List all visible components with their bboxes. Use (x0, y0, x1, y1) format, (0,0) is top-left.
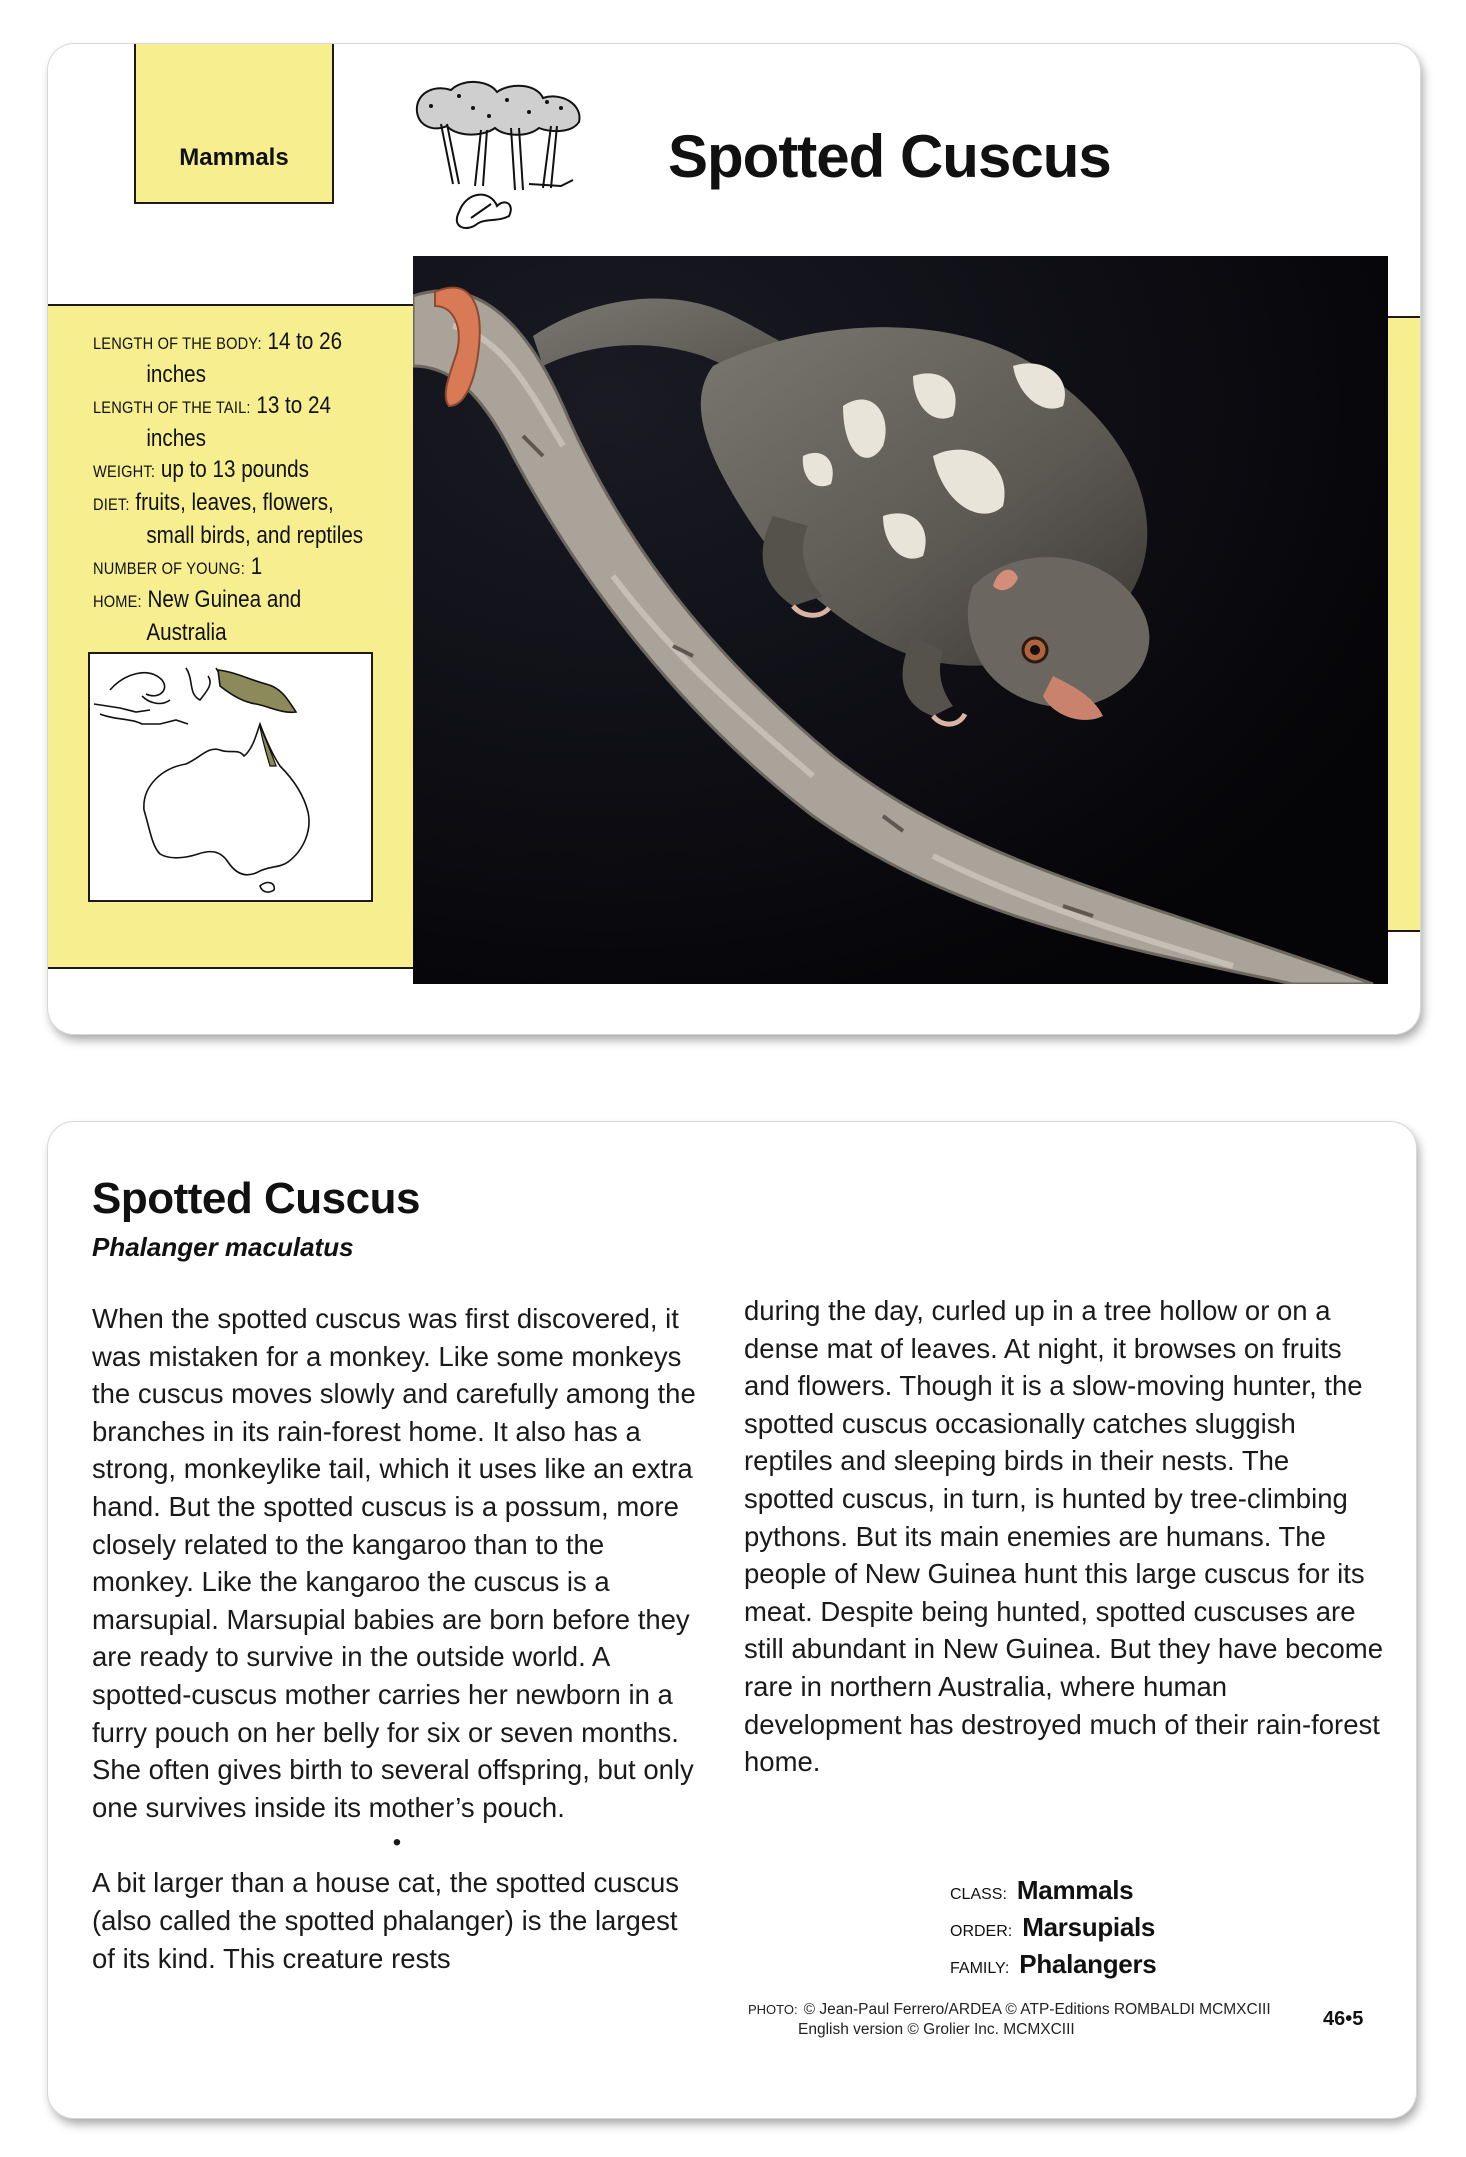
fact-weight: WEIGHT: up to 13 pounds (93, 456, 309, 483)
rainforest-icon (411, 72, 591, 242)
range-map (88, 652, 373, 902)
fact-body-length: LENGTH OF THE BODY: 14 to 26 inches (93, 328, 343, 388)
credit-line-2: English version © Grolier Inc. MCMXCIII (798, 2021, 1075, 2038)
photo-credits (748, 2000, 1271, 2040)
cuscus-photo (413, 256, 1388, 984)
category-box (134, 44, 334, 204)
paragraph: during the day, curled up in a tree hollow or on a dense mat of leaves. At night, it browses on fruits and flowers. Though it is a slow-moving hunter, the spotted cuscus occasionally catches sluggish reptiles and sleeping birds in their nests. The spotted cuscus, in turn, is hunted by tree-climbing pythons. But its main enemies are humans. The people of New Guinea hunt this large cuscus for its meat. Despite being hunted, spotted cuscuses are still abundant in New Guinea. But they have become rare in northern Australia, where human development has destroyed much of their rain-forest home. (744, 1295, 1383, 1778)
card-title: Spotted Cuscus (668, 123, 1111, 190)
classification (950, 1874, 1156, 1985)
text-column-left (92, 1300, 702, 1977)
scientific-name: Phalanger maculatus (92, 1232, 354, 1262)
card-number: 46•5 (1323, 2008, 1364, 2030)
class-row: CLASS: Mammals (950, 1875, 1134, 1905)
fact-home: HOME: New Guinea and Australia (93, 586, 302, 646)
back-card (48, 1122, 1416, 2118)
photo-label: PHOTO: (748, 2002, 798, 2017)
category-label: Mammals (179, 144, 289, 171)
text-column-right (744, 1292, 1384, 1781)
side-strip (1386, 316, 1420, 932)
fact-tail-length: LENGTH OF THE TAIL: 13 to 24 inches (93, 392, 331, 452)
range-map-drawing (90, 654, 371, 900)
paragraph: When the spotted cuscus was first discovered, it was mistaken for a monkey. Like some monkeys the cuscus moves slowly and carefully among the branches in its rain-forest home. It also has a strong, monkeylike tail, which it uses like an extra hand. But the spotted cuscus is a possum, more closely related to the kangaroo than to the monkey. Like the kangaroo the cuscus is a marsupial. Marsupial babies are born before they are ready to survive in the outside world. A spotted-cuscus mother carries her newborn in a furry pouch on her belly for six or seven months. She often gives birth to several offspring, but only one survives inside its mother’s pouch. (92, 1303, 696, 1823)
front-card (48, 44, 1420, 1034)
family-row: FAMILY: Phalangers (950, 1949, 1157, 1979)
facts-list (93, 326, 368, 648)
fact-diet: DIET: fruits, leaves, flowers, small birds, and reptiles (93, 489, 364, 549)
paragraph-separator: • (392, 1829, 402, 1857)
back-title: Spotted Cuscus (92, 1174, 420, 1223)
paragraph: A bit larger than a house cat, the spotted cuscus (also called the spotted phalanger) is the largest of its kind. This creature rests (92, 1867, 680, 1974)
order-row: ORDER: Marsupials (950, 1912, 1156, 1942)
credit-line-1: © Jean-Paul Ferrero/ARDEA © ATP-Editions ROMBALDI MCMXCIII (803, 2001, 1271, 2018)
fact-young: NUMBER OF YOUNG: 1 (93, 553, 263, 580)
